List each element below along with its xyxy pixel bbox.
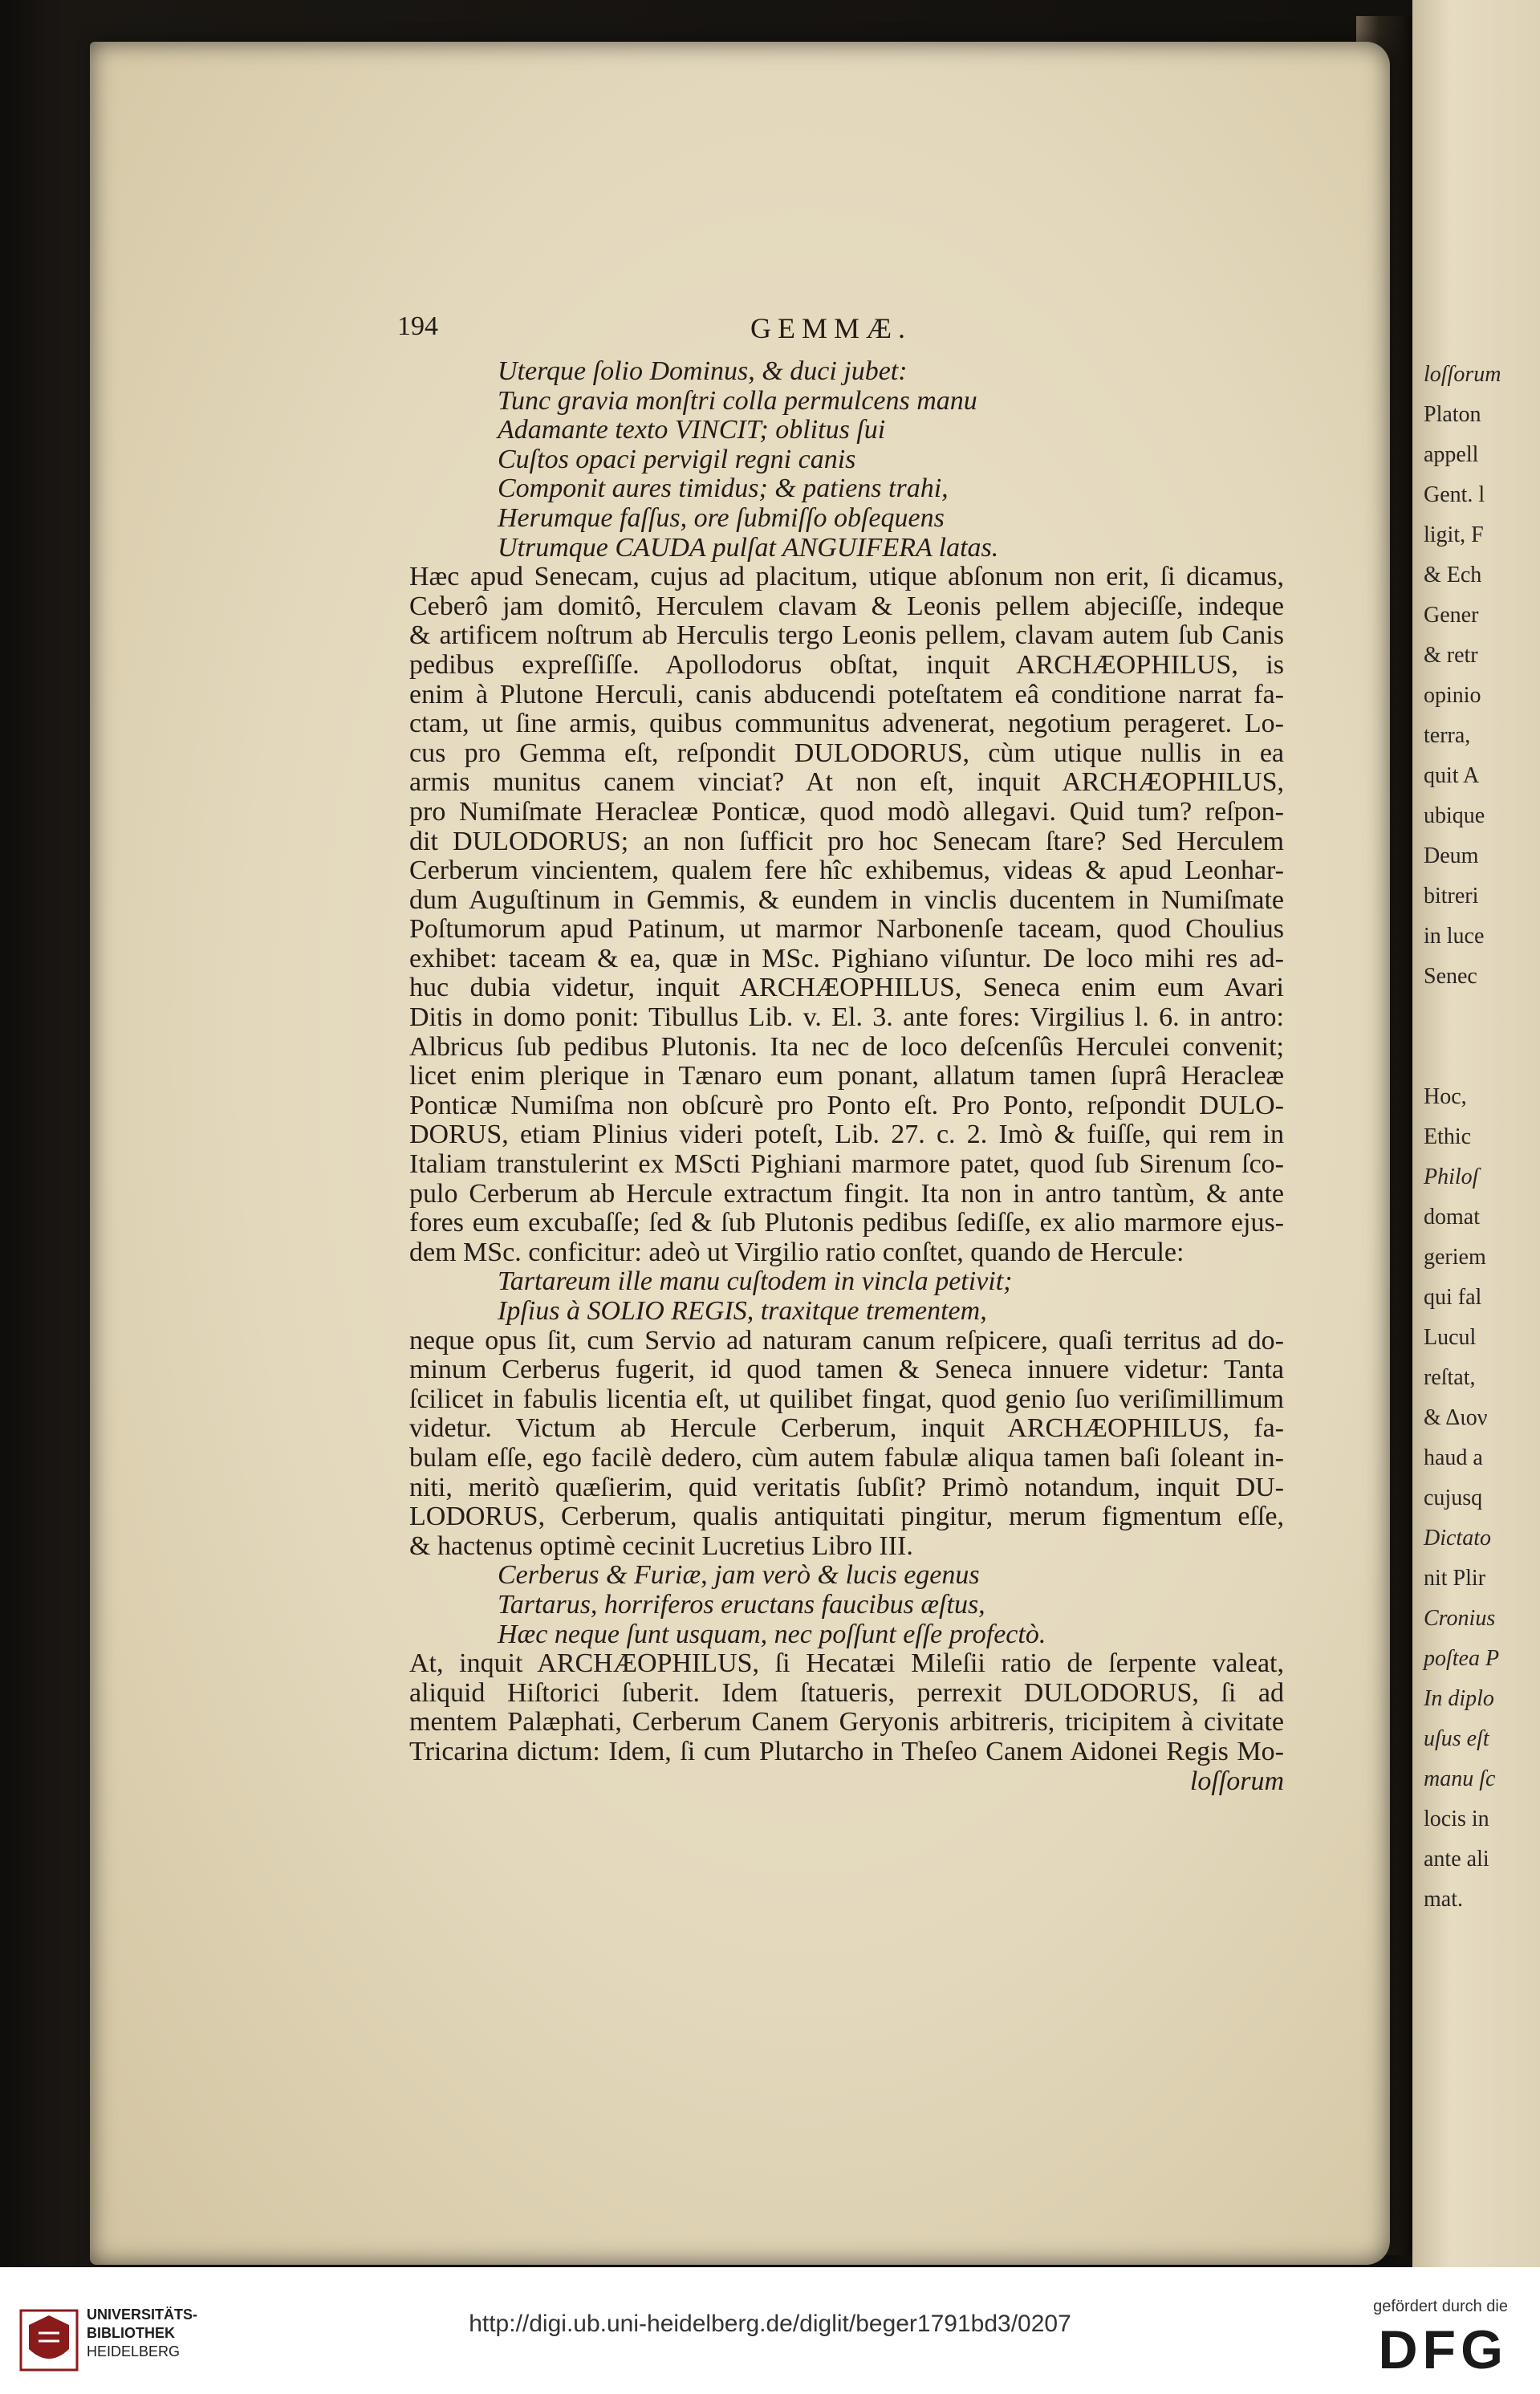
page-number: 194 <box>397 311 438 341</box>
facing-page-line: Ethic <box>1424 1124 1472 1149</box>
text-line: Cerberum vincientem, qualem fere hîc exhibemus, videas & apud Leonhar- <box>409 856 1284 886</box>
facing-page-line: in luce <box>1424 924 1485 949</box>
verse-line: Tartareum ille manu cuſtodem in vincla petivit; <box>498 1267 1013 1297</box>
facing-page-line: In diplo <box>1424 1686 1494 1711</box>
facing-page-line: & Διον <box>1424 1405 1488 1430</box>
facing-page-line: Lucul <box>1424 1325 1477 1350</box>
text-line: Ponticæ Numiſma non obſcurè pro Ponto eſt. Pro Ponto, reſpondit DULO- <box>409 1091 1284 1120</box>
text-line: neque opus ſit, cum Servio ad naturam canum reſpicere, quaſi territus ad do- <box>409 1326 1284 1356</box>
text-line: ctam, ut ſine armis, quibus communitus advenerat, negotium perageret. Lo- <box>409 709 1284 739</box>
page-text <box>409 357 1284 1796</box>
viewer-footer <box>0 2267 1540 2394</box>
facing-page-line: loſſorum <box>1424 362 1501 387</box>
facing-page-line: & retr <box>1424 643 1478 668</box>
text-line: pedibus expreſſiſſe. Apollodorus obſtat, inquit ARCHÆOPHILUS, is <box>409 650 1284 680</box>
verse-line: Ipſius à SOLIO REGIS, traxitque trementem, <box>498 1297 987 1326</box>
facing-page-line: Dictato <box>1424 1526 1491 1551</box>
text-line: Poſtumorum apud Patinum, ut marmor Narbonenſe taceam, quod Choulius <box>409 915 1284 945</box>
verse-line: Tartarus, horriferos eructans faucibus æſtus, <box>498 1590 985 1620</box>
verse-line: Adamante texto VINCIT; oblitus ſui <box>498 416 886 445</box>
verse-line: Cuſtos opaci pervigil regni canis <box>498 445 856 474</box>
text-line: enim à Plutone Herculi, canis abducendi poteſtatem eâ conditione narrat fa- <box>409 680 1284 709</box>
text-line: Tricarina dictum: Idem, ſi cum Plutarcho in Theſeo Canem Aidonei Regis Mo- <box>409 1737 1284 1766</box>
facing-page-line: reſtat, <box>1424 1365 1476 1390</box>
facing-page-line: cujusq <box>1424 1486 1483 1510</box>
facing-page-line: locis in <box>1424 1807 1489 1831</box>
facing-page-line: ligit, F <box>1424 522 1484 547</box>
text-line: videtur. Victum ab Hercule Cerberum, inquit ARCHÆOPHILUS, fa- <box>409 1414 1284 1444</box>
facing-page-line: quit A <box>1424 763 1480 788</box>
text-line: ſcilicet in fabulis licentia eſt, ut quilibet fingat, quod genio ſuo veriſimillimum <box>409 1384 1284 1414</box>
verse-line: Herumque faſſus, ore ſubmiſſo obſequens <box>498 503 945 533</box>
facing-page-line: Gent. l <box>1424 482 1485 507</box>
facing-page-line: terra, <box>1424 723 1471 748</box>
facing-page-line: ubique <box>1424 803 1485 828</box>
facing-page-line: Hoc, <box>1424 1084 1467 1109</box>
facing-page-line: Philoſ <box>1424 1164 1479 1189</box>
verse-line: Cerberus & Furiæ, jam verò & lucis egenus <box>498 1561 980 1591</box>
facing-page-line: uſus eſt <box>1424 1726 1489 1751</box>
text-line: mentem Palæphati, Cerberum Canem Geryonis arbitreris, tricipitem à civitate <box>409 1708 1284 1738</box>
facing-page-line: Platon <box>1424 402 1481 427</box>
text-line: minum Cerberus fugerit, id quod tamen & Seneca innuere videtur: Tanta <box>409 1356 1284 1385</box>
verse-line: Hæc neque ſunt usquam, nec poſſunt eſſe profectò. <box>498 1620 1046 1649</box>
text-line: exhibet: taceam & ea, quæ in MSc. Pighiano viſuntur. De loco mihi res ad- <box>409 944 1284 973</box>
verse-line: Componit aures timidus; & patiens trahi, <box>498 474 949 504</box>
text-line: dit DULODORUS; an non ſufficit pro hoc Senecam ſtare? Sed Herculem <box>409 827 1284 856</box>
page-header <box>397 311 1292 347</box>
text-line: fores eum excubaſſe; ſed & ſub Plutonis pedibus ſediſſe, ex alio marmore ejus- <box>409 1209 1284 1238</box>
facing-page-line: opinio <box>1424 683 1481 708</box>
facing-page-line: manu ſc <box>1424 1766 1496 1791</box>
facing-page-line: domat <box>1424 1205 1480 1230</box>
text-line: & artificem noſtrum ab Herculis tergo Leonis pellem, clavam autem ſub Canis <box>409 621 1284 651</box>
facing-page-line: haud a <box>1424 1445 1483 1470</box>
running-title: GEMMÆ. <box>750 312 912 344</box>
facing-page-line: Deum <box>1424 843 1479 868</box>
text-line: pulo Cerberum ab Hercule extractum fingit. Ita non in antro tantùm, & ante <box>409 1179 1284 1209</box>
facing-page-line: Cronius <box>1424 1606 1496 1631</box>
facing-page-line: Senec <box>1424 964 1477 989</box>
facing-page-line: ante ali <box>1424 1847 1489 1872</box>
text-line: licet enim plerique in Tænaro eum ponant, allatum tamen ſuprâ Heracleæ <box>409 1062 1284 1091</box>
text-line: niti, meritò quæſierim, quid veritatis ſubſit? Primò notandum, inquit DU- <box>409 1473 1284 1502</box>
library-name-line: BIBLIOTHEK <box>87 2325 175 2341</box>
facing-page-line: Gener <box>1424 603 1479 628</box>
text-line: & hactenus optimè cecinit Lucretius Libro III. <box>409 1531 913 1561</box>
verse-line: Uterque ſolio Dominus, & duci jubet: <box>498 357 908 386</box>
dfg-logo: DFG <box>1378 2319 1508 2380</box>
text-line: DORUS, etiam Plinius videri poteſt, Lib. 27. c. 2. Imò & fuiſſe, qui rem in <box>409 1120 1284 1150</box>
text-line: At, inquit ARCHÆOPHILUS, ſi Hecatæi Mileſii ratio de ſerpente valeat, <box>409 1649 1284 1679</box>
text-line: LODORUS, Cerberum, qualis antiquitati pingitur, merum figmentum eſſe, <box>409 1502 1284 1532</box>
verse-line: Tunc gravia monſtri colla permulcens manu <box>498 386 977 416</box>
library-name-line: HEIDELBERG <box>87 2343 181 2359</box>
permalink-url[interactable]: http://digi.ub.uni-heidelberg.de/diglit/beger1791bd3/0207 <box>469 2311 1071 2337</box>
facing-page-line: bitreri <box>1424 884 1479 908</box>
text-line: huc dubia videtur, inquit ARCHÆOPHILUS, Seneca enim eum Avari <box>409 973 1284 1003</box>
catchword: loſſorum <box>1189 1766 1284 1796</box>
text-line: dum Auguſtinum in Gemmis, & eundem in vinclis ducentem in Numiſmate <box>409 885 1284 915</box>
verse-line: Utrumque CAUDA pulſat ANGUIFERA latas. <box>498 533 999 563</box>
text-line: pro Numiſmate Heracleæ Ponticæ, quod modò allegavi. Quid tum? reſpon- <box>409 797 1284 827</box>
facing-page-fragment <box>1412 0 1540 2267</box>
text-line: bulam eſſe, ego facilè dedero, cùm autem fabulæ aliqua tamen baſi ſoleant in- <box>409 1443 1284 1473</box>
text-line: Ceberô jam domitô, Herculem clavam & Leonis pellem abjeciſſe, indeque <box>409 591 1284 621</box>
facing-page-line: poſtea P <box>1424 1646 1500 1671</box>
text-line: Italiam transtulerint ex MScti Pighiani marmore patet, quod ſub Sirenum ſco- <box>409 1150 1284 1180</box>
funded-by-label: gefördert durch die <box>1373 2298 1508 2315</box>
text-line: armis munitus canem vinciat? At non eſt, inquit ARCHÆOPHILUS, <box>409 768 1284 798</box>
text-line: Albricus ſub pedibus Plutonis. Ita nec de loco deſcenſûs Herculei convenit; <box>409 1032 1284 1062</box>
text-line: dem MSc. conficitur: adeò ut Virgilio ratio conſtet, quando de Hercule: <box>409 1238 1184 1267</box>
text-line: Ditis in domo ponit: Tibullus Lib. v. El. 3. ante fores: Virgilius l. 6. in antro: <box>409 1003 1284 1033</box>
facing-page-line: & Ech <box>1424 563 1482 587</box>
text-line: Hæc apud Senecam, cujus ad placitum, utique abſonum non erit, ſi dicamus, <box>409 563 1284 592</box>
text-line: aliquid Hiſtorici ſuberit. Idem ſtatueris, perrexit DULODORUS, ſi ad <box>409 1678 1284 1708</box>
facing-page-line: qui fal <box>1424 1285 1482 1310</box>
library-name-line: UNIVERSITÄTS- <box>87 2307 198 2323</box>
facing-page-line: appell <box>1424 442 1479 467</box>
facing-page-line: geriem <box>1424 1245 1486 1270</box>
text-line: cus pro Gemma eſt, reſpondit DULODORUS, cùm utique nullis in ea <box>409 738 1284 768</box>
facing-page-line: mat. <box>1424 1887 1463 1912</box>
facing-page-line: nit Plir <box>1424 1566 1486 1591</box>
